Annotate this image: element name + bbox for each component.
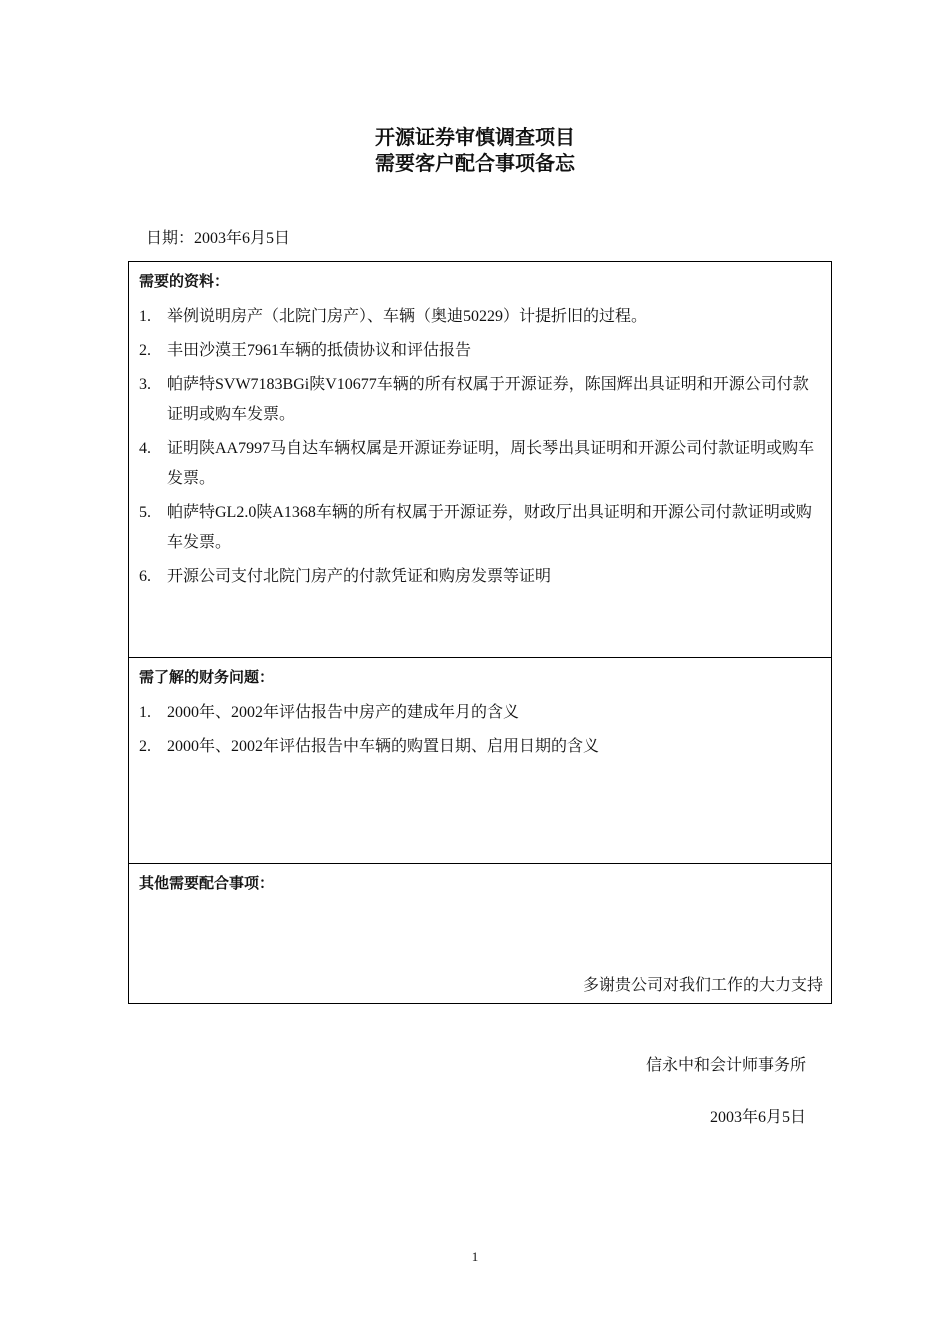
item-number: 4. <box>139 440 151 457</box>
list-item <box>139 336 821 366</box>
item-number: 5. <box>139 504 151 521</box>
item-text: 开源公司支付北院门房产的付款凭证和购房发票等证明 <box>167 568 552 585</box>
item-text: 帕萨特GL2.0陕A1368车辆的所有权属于开源证券，财政厅出具证明和开源公司付款证明或购车发票。 <box>167 504 812 551</box>
document-title-line1: 开源证券审慎调查项目 <box>375 125 575 149</box>
list-item <box>139 732 821 762</box>
materials-section <box>128 261 832 658</box>
thanks-note: 多谢贵公司对我们工作的大力支持 <box>582 977 823 994</box>
finance-list <box>139 698 821 766</box>
signature-firm: 信永中和会计师事务所 <box>645 1057 806 1074</box>
materials-list <box>139 302 821 596</box>
item-number: 2. <box>139 738 151 755</box>
list-item <box>139 498 821 558</box>
item-number: 3. <box>139 376 151 393</box>
page-number: 1 <box>471 1249 479 1264</box>
item-text: 2000年、2002年评估报告中车辆的购置日期、启用日期的含义 <box>167 738 600 755</box>
item-text: 帕萨特SVW7183BGi陕V10677车辆的所有权属于开源证券，陈国辉出具证明和开源公司付款证明或购车发票。 <box>167 376 809 423</box>
list-item <box>139 434 821 494</box>
item-number: 6. <box>139 568 151 585</box>
materials-heading: 需要的资料： <box>139 272 230 290</box>
item-text: 2000年、2002年评估报告中房产的建成年月的含义 <box>167 704 520 721</box>
item-number: 2. <box>139 342 151 359</box>
list-item <box>139 698 821 728</box>
document-title-line2: 需要客户配合事项备忘 <box>375 151 575 175</box>
finance-section <box>128 657 832 864</box>
item-number: 1. <box>139 308 151 325</box>
item-text: 举例说明房产（北院门房产）、车辆（奥迪50229）计提折旧的过程。 <box>167 308 648 325</box>
list-item <box>139 302 821 332</box>
finance-heading: 需了解的财务问题： <box>139 668 275 686</box>
item-text: 丰田沙漠王7961车辆的抵债协议和评估报告 <box>167 342 472 359</box>
item-number: 1. <box>139 704 151 721</box>
signature-date: 2003年6月5日 <box>709 1109 806 1126</box>
list-item <box>139 562 821 592</box>
item-text: 证明陕AA7997马自达车辆权属是开源证券证明，周长琴出具证明和开源公司付款证明或购车发票。 <box>167 440 815 487</box>
other-heading: 其他需要配合事项： <box>139 874 275 892</box>
list-item <box>139 370 821 430</box>
document-date: 日期：2003年6月5日 <box>146 230 291 247</box>
other-section <box>128 863 832 1004</box>
